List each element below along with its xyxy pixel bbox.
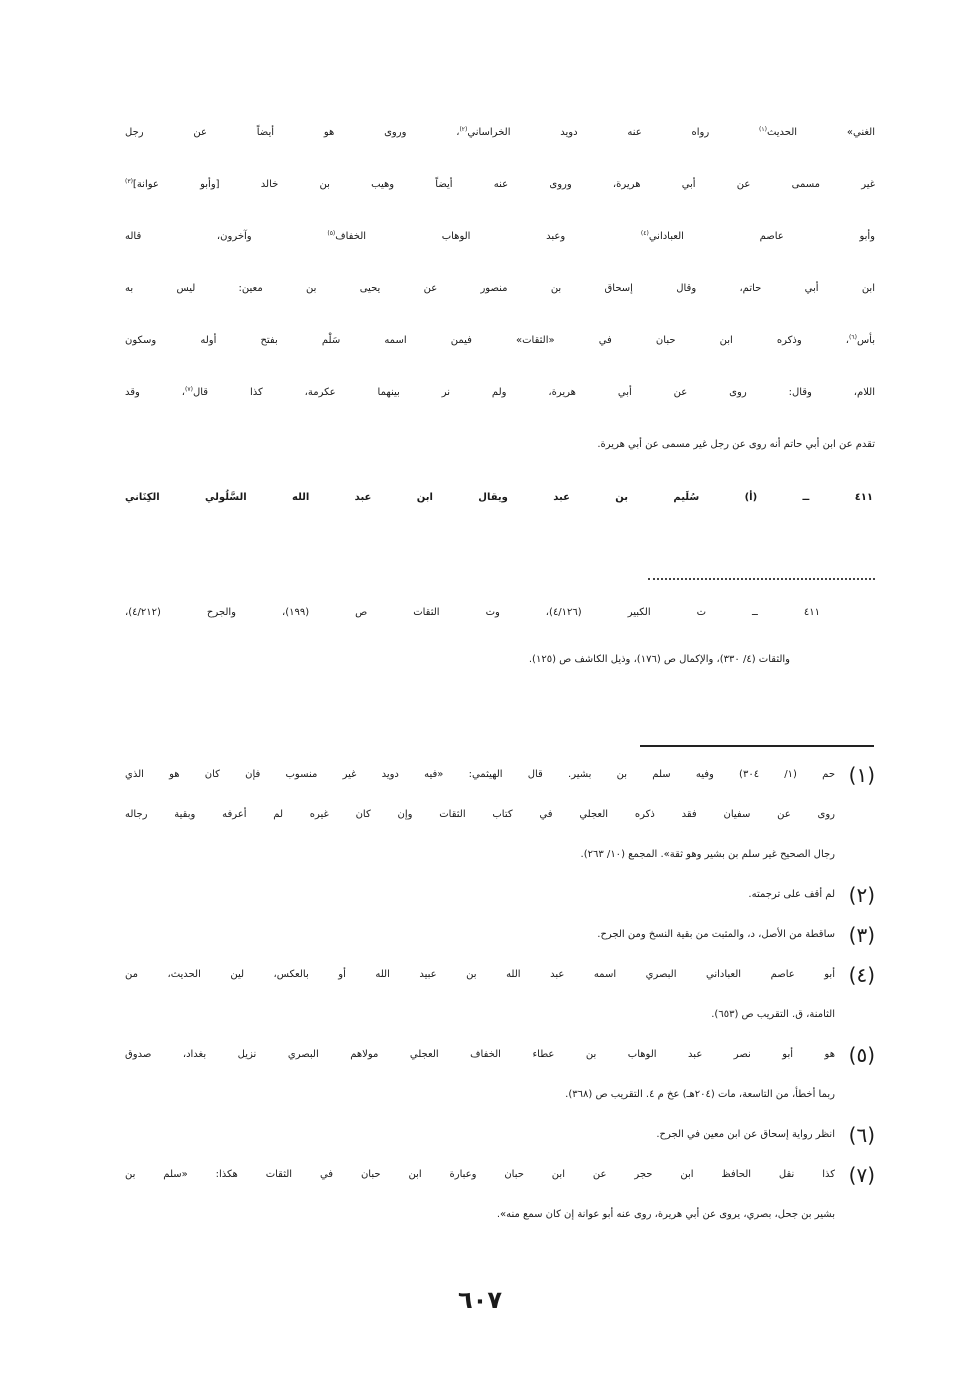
footnote-text <box>125 755 835 875</box>
footnote-3 <box>125 915 875 955</box>
dotted-separator <box>648 578 875 580</box>
footnote-ref: (٣) <box>125 177 133 185</box>
footnote-1 <box>125 755 875 875</box>
main-text <box>125 107 875 471</box>
footnote-line: روى عن سفيان فقد ذكره العجلي في كتاب الثقات وإن كان غيره لم أعرفه وبقية رجاله <box>125 809 835 820</box>
footnote-number: (٢) <box>848 883 875 907</box>
footnote-number: (٥) <box>848 1043 875 1067</box>
main-text-line: ابن أبي حاتم، وقال إسحاق بن منصور عن يحيى بن معين: ليس به <box>125 283 875 294</box>
footnote-number: (٣) <box>848 923 875 947</box>
footnote-line: انظر رواية إسحاق عن ابن معين في الجرح. <box>656 1129 835 1140</box>
footnote-line: كذا نقل الحافظ ابن حجر عن ابن حبان وعبارة ابن حبان في الثقات هكذا: «سلم بن <box>125 1169 835 1180</box>
footnote-line: حم (١/ ٣٠٤) وفيه سلم بن بشير. قال الهيثمي: «فيه دويد غير منسوب فإن كان هو الذي <box>125 769 835 780</box>
main-text-line: غير مسمى عن أبي هريرة، وروى عنه أيضاً وهيب بن خالد [وأبو عوانة]$^{(٣)}$ <box>125 177 875 190</box>
main-text-line: اللام، وقال: روى عن أبي هريرة، ولم نر بينهما عكرمة، كذا قال$^{(٧)}$، وقد <box>125 385 875 398</box>
footnote-ref: (١) <box>759 125 767 133</box>
footnote-5 <box>125 1035 875 1115</box>
footnote-ref: (٢) <box>459 125 468 133</box>
footnote-text <box>125 955 835 1035</box>
footnote-text <box>125 1115 835 1155</box>
footnote-2 <box>125 875 875 915</box>
footnote-7 <box>125 1155 875 1235</box>
footnote-ref: (٧) <box>185 385 193 393</box>
main-text-line: وأبو عاصم العباداني$^{(٤)}$ وعبد الوهاب الخفاف$^{(٥)}$ وآخرون، قاله <box>125 229 875 242</box>
footnote-line: رجال الصحيح غير سلم بن بشير وهو ثقة». المجمع (١٠/ ٢٦٣). <box>580 849 835 860</box>
footnote-line: أبو عاصم العباداني البصري اسمه عبد الله بن عبيد الله أو بالعكس، لين الحديث، من <box>125 969 835 980</box>
main-text-line: تقدم عن ابن أبي حاتم أنه روى عن رجل غير مسمى عن أبي هريرة. <box>597 439 875 450</box>
footnote-line: هو أبو نصر عبد الوهاب بن عطاء الخفاف العجلي مولاهم البصري نزيل بغداد، صدوق <box>125 1049 835 1060</box>
footnote-6 <box>125 1115 875 1155</box>
sources-note <box>125 589 820 683</box>
footnote-number: (٦) <box>848 1123 875 1147</box>
entry-heading: ٤١١ ــ (أ) سُلَيم بن عبد ويقال ابن عبد الله السَّلُولي الكِنَاني <box>125 492 873 503</box>
sources-note-line: ٤١١ ــ ت الكبير (٤/١٢٦)، وت الثقات ص (١٩٩)، والجرح (٤/٢١٢)، <box>125 607 820 618</box>
footnote-line: ساقطة من الأصل، د، والمثبت من بقية النسخ ومن الجرح. <box>597 929 835 940</box>
main-text-line: الغني» الحديث$^{(١)}$ رواه عنه دويد الخراساني$^{(٢)}$، وروى هو أيضاً عن رجل <box>125 125 875 138</box>
sources-note-line: والثقات (٤/ ٣٣٠)، والإكمال ص (١٧٦)، وذيل الكاشف ص (١٢٥). <box>528 654 790 665</box>
footnote-text <box>125 915 835 955</box>
footnote-ref: (٥) <box>327 229 336 237</box>
footnote-number: (١) <box>848 763 875 787</box>
footnote-ref: (٤) <box>640 229 649 237</box>
footnote-line: بشير بن جحل، بصري، يروى عن أبي هريرة، روى عنه أبو عوانة إن كان سمع منه». <box>496 1209 835 1220</box>
footnote-text <box>125 875 835 915</box>
main-text-line: بأس$^{(٦)}$، وذكره ابن حبان في «الثقات» فيمن اسمه سَلْم بفتح أوله وسكون <box>125 333 875 346</box>
footnotes <box>125 755 875 1235</box>
footnote-line: لم أقف على ترجمته. <box>748 889 835 900</box>
footnote-separator <box>640 745 874 747</box>
page-number: ٦٠٧ <box>458 1286 502 1314</box>
footnote-number: (٤) <box>848 963 875 987</box>
footnote-text <box>125 1155 835 1235</box>
footnote-number: (٧) <box>848 1163 875 1187</box>
footnote-ref: (٦) <box>849 333 857 341</box>
footnote-text <box>125 1035 835 1115</box>
footnote-4 <box>125 955 875 1035</box>
footnote-line: الثامنة، ق. التقريب ص (٦٥٣). <box>711 1009 835 1020</box>
footnote-line: ربما أخطأ، من التاسعة، مات (٢٠٤هـ) عخ م ٤. التقريب ص (٣٦٨). <box>565 1089 835 1100</box>
